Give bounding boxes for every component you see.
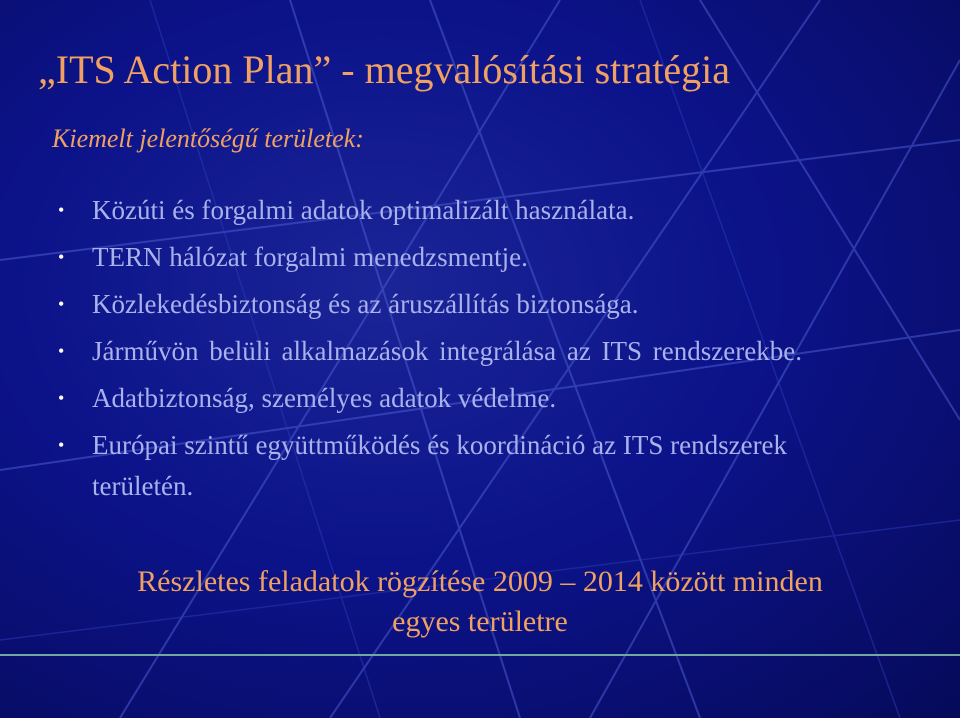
bullet-item [58, 331, 888, 372]
closing-line: egyes területre [392, 605, 568, 638]
slide-title: „ITS Action Plan” - megvalósítási stratégia [38, 47, 731, 92]
bullet-dot-icon: • [58, 341, 65, 361]
bullet-text: Európai szintű együttműködés és koordináció az ITS rendszerek területén. [92, 430, 788, 501]
bullet-item [58, 425, 888, 507]
bullet-item [58, 237, 888, 278]
bullet-dot-icon: • [58, 294, 65, 314]
closing-statement [30, 562, 930, 642]
closing-line: Részletes feladatok rögzítése 2009 – 2014 között minden [137, 565, 823, 598]
bullet-text: TERN hálózat forgalmi menedzsmentje. [92, 242, 528, 272]
bullet-dot-icon: • [58, 435, 65, 455]
slide-subtitle: Kiemelt jelentőségű területek: [52, 124, 364, 153]
bullet-text: Közúti és forgalmi adatok optimalizált használata. [92, 195, 635, 225]
bullet-list [58, 190, 888, 513]
bullet-item [58, 378, 888, 419]
bullet-dot-icon: • [58, 247, 65, 267]
bullet-item [58, 284, 888, 325]
bullet-text: Járművön belüli alkalmazások integrálása az ITS rendszerekbe. [92, 336, 802, 366]
bullet-item [58, 190, 888, 231]
bullet-text: Közlekedésbiztonság és az áruszállítás biztonsága. [92, 289, 639, 319]
bullet-dot-icon: • [58, 388, 65, 408]
bullet-text: Adatbiztonság, személyes adatok védelme. [92, 383, 557, 413]
bullet-dot-icon: • [58, 200, 65, 220]
